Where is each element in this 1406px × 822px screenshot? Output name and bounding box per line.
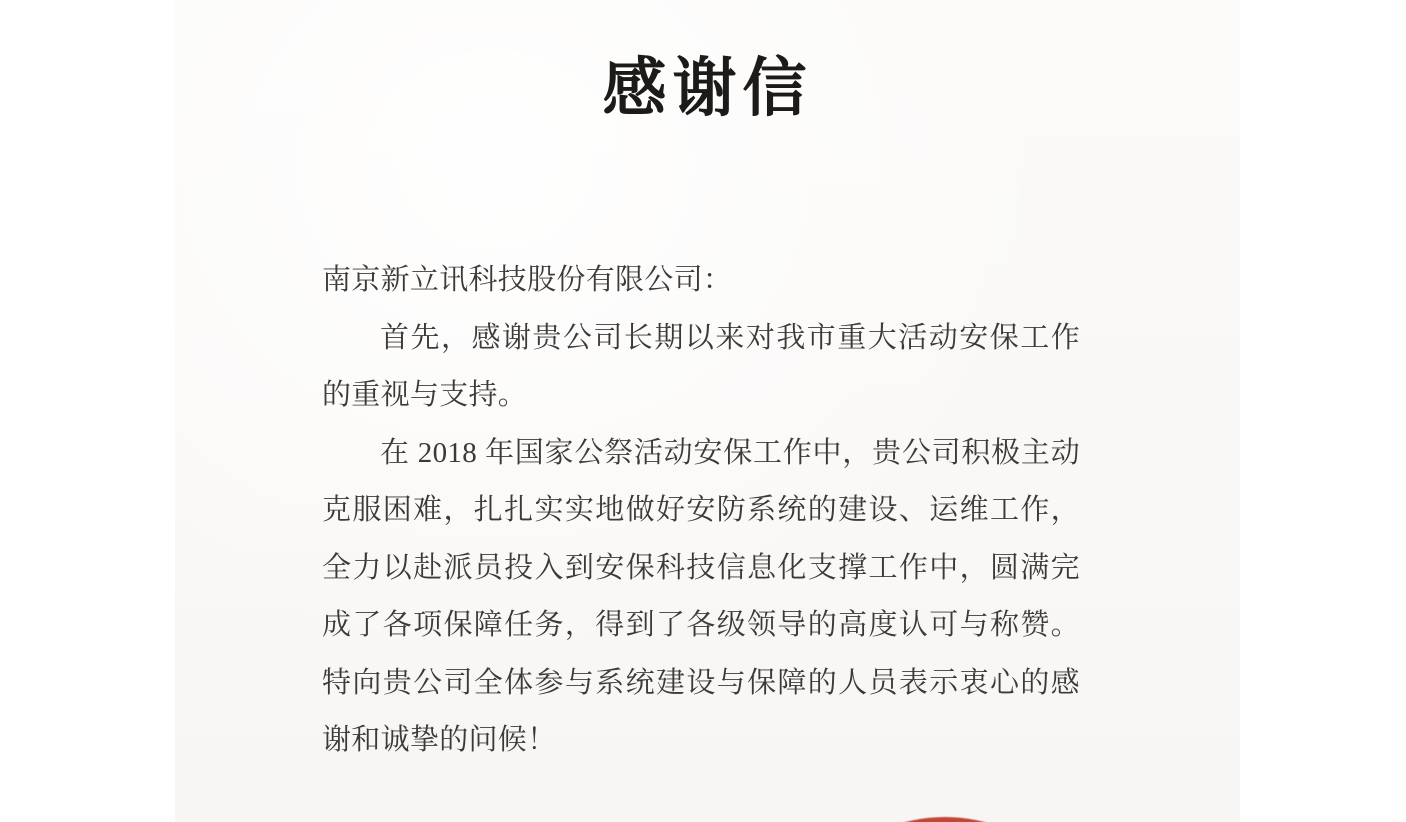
paragraph-thanks: 首先，感谢贵公司长期以来对我市重大活动安保工作的重视与支持。 — [322, 321, 1080, 411]
letter-paper — [175, 0, 1240, 822]
paragraph-details: 在 2018 年国家公祭活动安保工作中，贵公司积极主动克服困难，扎扎实实地做好安防系统的建设、运维工作，全力以赴派员投入到安保科技信息化支撑工作中，圆满完成了各项保障任务，得到了各级领导的高度认可与称赞。特向贵公司全体参与系统建设与保障的人员表示衷心的感谢和诚挚的问候！ — [322, 436, 1080, 756]
salutation-line: 南京新立讯科技股份有限公司： — [322, 264, 733, 296]
letter-title: 感谢信 — [602, 52, 813, 124]
letter-body — [322, 252, 1080, 770]
red-seal-stamp-icon — [785, 817, 1105, 822]
